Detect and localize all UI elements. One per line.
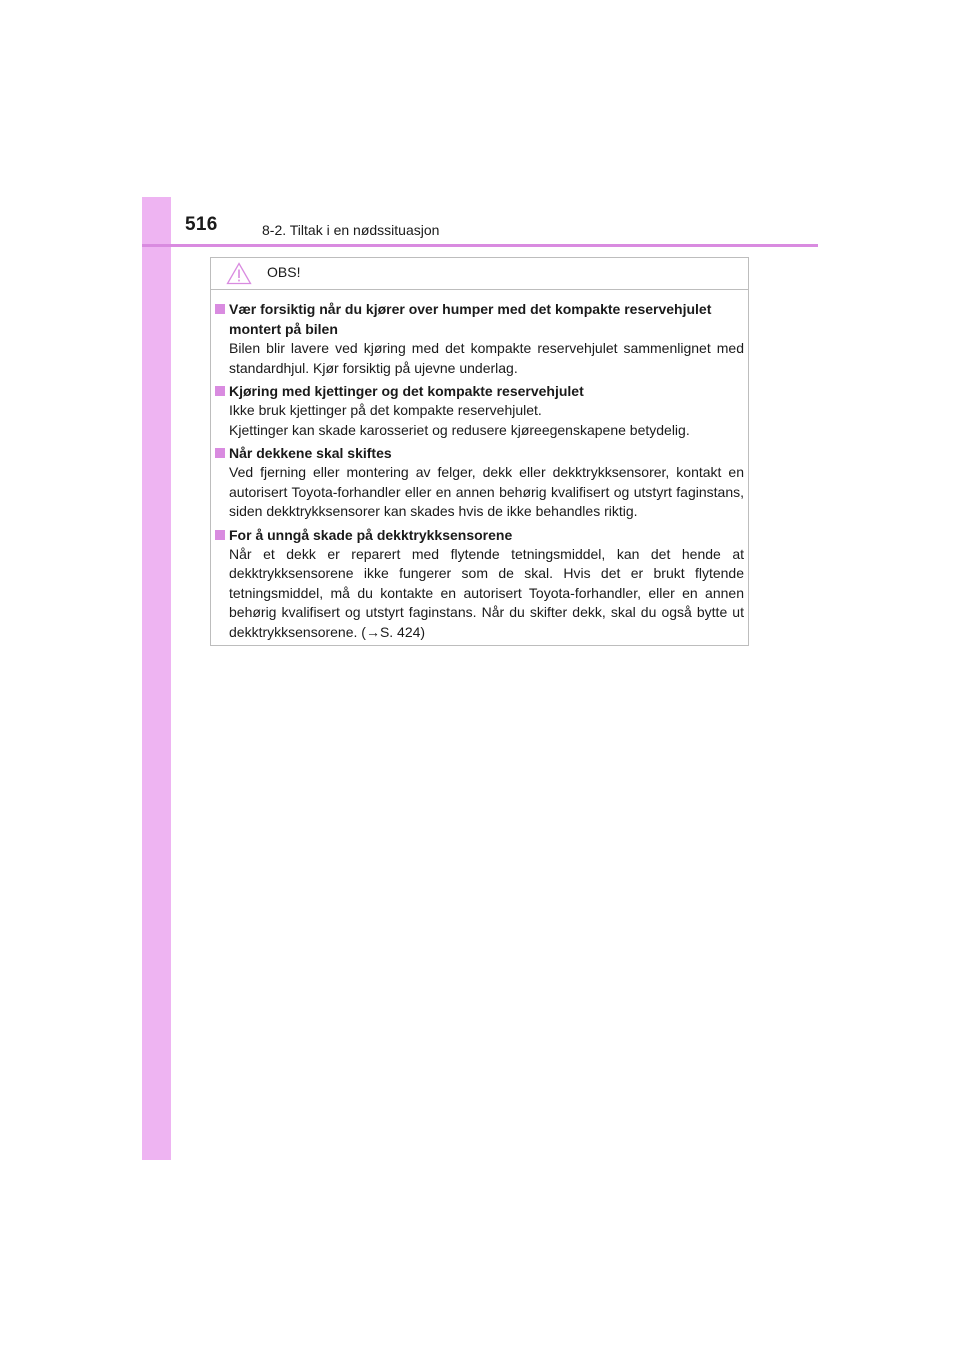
warning-header	[211, 258, 748, 290]
warning-item	[215, 299, 744, 378]
header-rule	[142, 244, 818, 247]
page-number: 516	[185, 214, 218, 235]
item-paragraph: Ved fjerning eller montering av felger, dekk eller dekktrykksensorer, kontakt en autorisert Toyota-forhandler eller en annen behørig kvalifisert og utstyrt faginstans, siden dekktrykksensorer kan skades hvis de ikke behandles riktig.	[229, 464, 744, 519]
item-heading: Kjøring med kjettinger og det kompakte reservehjulet	[229, 383, 584, 399]
warning-item	[215, 443, 744, 522]
item-heading: For å unngå skade på dekktrykksensorene	[229, 526, 513, 543]
item-paragraph: Kjettinger kan skade karosseriet og redusere kjøreegenskapene betydelig.	[229, 421, 690, 438]
section-title: 8-2. Tiltak i en nødssituasjon	[262, 222, 440, 238]
warning-item	[215, 525, 744, 643]
item-paragraph: Ikke bruk kjettinger på det kompakte reservehjulet.	[229, 402, 542, 418]
warning-items	[215, 299, 744, 645]
item-body	[229, 401, 744, 440]
item-heading-row	[215, 299, 744, 339]
square-bullet-icon	[215, 304, 225, 314]
item-heading: Når dekkene skal skiftes	[229, 445, 392, 461]
warning-box	[210, 257, 749, 646]
item-heading-row	[215, 525, 744, 545]
item-heading: Vær forsiktig når du kjører over humper med det kompakte reservehjulet montert på bilen	[229, 301, 712, 337]
warning-triangle-icon	[226, 262, 252, 285]
warning-item	[215, 381, 744, 440]
square-bullet-icon	[215, 448, 225, 458]
item-body	[229, 463, 744, 522]
square-bullet-icon	[215, 386, 225, 396]
side-tab	[142, 197, 171, 1160]
item-heading-row	[215, 443, 744, 463]
item-paragraph: Når et dekk er reparert med flytende tetningsmiddel, kan det hende at dekktrykksensorene ikke fungerer som de skal. Hvis det er brukt flytende tetningsmiddel, må du kontakte en autorisert Toyota-forhandler, eller en annen behørig kvalifisert og utstyrt faginstans. Når du skifter dekk, skal du også bytte ut dekktrykksensorene. (→S. 424)	[229, 545, 744, 640]
item-body	[229, 545, 744, 643]
item-heading-row	[215, 381, 744, 401]
square-bullet-icon	[215, 530, 225, 540]
warning-label: OBS!	[267, 264, 301, 280]
item-body	[229, 339, 744, 378]
item-paragraph: Bilen blir lavere ved kjøring med det kompakte reservehjulet sammenlignet med standardhjul. Kjør forsiktig på ujevne underlag.	[229, 340, 744, 376]
